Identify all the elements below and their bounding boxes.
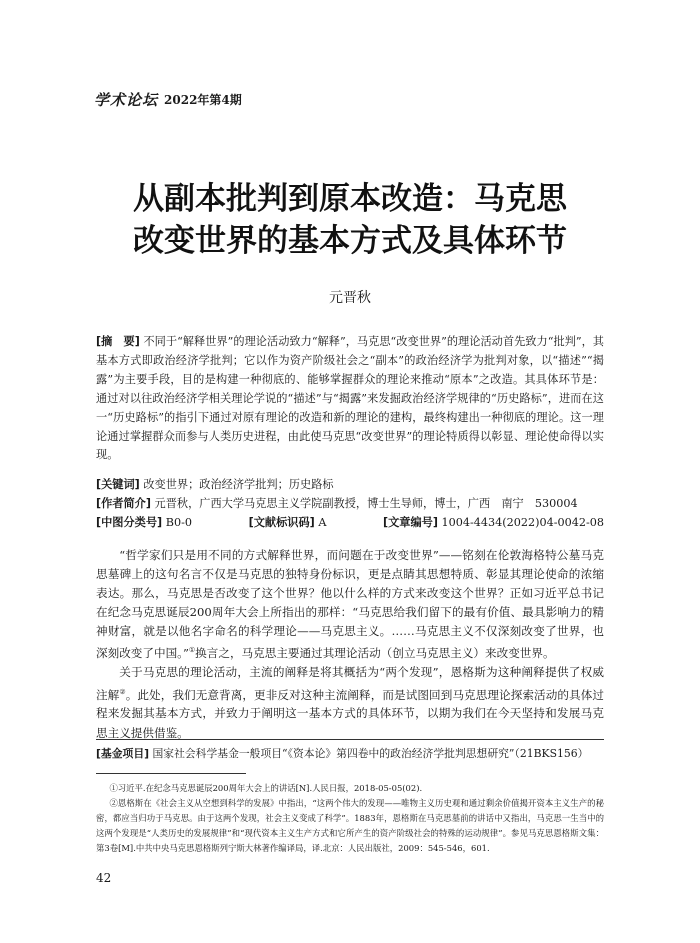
fund-label: [基金项目] bbox=[96, 747, 150, 760]
footnotes bbox=[96, 781, 604, 856]
clc-value: B0-0 bbox=[165, 516, 192, 529]
doc-code bbox=[249, 514, 327, 532]
footnote-ref-1[interactable]: ① bbox=[188, 646, 196, 655]
article-title bbox=[0, 178, 700, 262]
author-name: 元晋秋 bbox=[329, 290, 371, 306]
fund-info bbox=[96, 745, 604, 763]
keywords bbox=[96, 476, 604, 494]
fund-divider bbox=[96, 739, 604, 740]
fund-text: 国家社会科学基金一般项目“《资本论》第四卷中的政治经济学批判思想研究”（21BKS156） bbox=[152, 747, 589, 760]
clc-code bbox=[96, 514, 192, 532]
title-line-2: 改变世界的基本方式及具体环节 bbox=[133, 223, 567, 259]
abstract bbox=[96, 333, 604, 465]
article-code bbox=[383, 514, 604, 532]
abstract-text: 不同于“解释世界”的理论活动致力“解释”，马克思“改变世界”的理论活动首先致力“批判”，其基本方式即政治经济学批判；它以作为资产阶级社会之“副本”的政治经济学为批判对象，以“描述”“揭露”为主要手段，目的是构建一种彻底的、能够掌握群众的理论来推动“原本”之改造。其具体环节是：通过对以往政治经济学相关理论学说的“描述”与“揭露”来发掘政治经济学规律的“历史路标”，进而在这一“历史路标”的指引下通过对原有理论的改造和新的理论的建构，最终构建出一种彻底的理论。这一理论通过掌握群众而参与人类历史进程，由此使马克思“改变世界”的理论特质得以彰显、理论使命得以实现。 bbox=[96, 335, 604, 462]
doc-value: A bbox=[318, 516, 327, 529]
footnote-ref-2[interactable]: ② bbox=[119, 687, 126, 696]
paragraph-2: 关于马克思的理论活动，主流的阐释是将其概括为“两个发现”，恩格斯为这种阐释提供了权威注解 bbox=[96, 665, 604, 702]
abstract-label: [摘 要] bbox=[96, 335, 140, 348]
footnote-2: ②恩格斯在《社会主义从空想到科学的发展》中指出，“这两个伟大的发现——唯物主义历史观和通过剩余价值揭开资本主义生产的秘密，都应当归功于马克思。由于这两个发现，社会主义变成了科学”。1883年，恩格斯在马克思墓前的讲话中又指出，马克思一生当中的这两个发现是“人类历史的发展规律”和“现代资本主义生产方式和它所产生的资产阶级社会的特殊的运动规律”。参见马克思恩格斯文集：第3卷[M].中共中央马克思恩格斯列宁斯大林著作编译局，译.北京：人民出版社，2009：545-546，601. bbox=[96, 798, 604, 854]
footnote-divider bbox=[96, 773, 246, 774]
footnote-1: ①习近平.在纪念马克思诞辰200周年大会上的讲话[N].人民日报，2018-05-05(02). bbox=[109, 783, 423, 793]
author-bio bbox=[96, 495, 604, 513]
classification-row bbox=[96, 514, 604, 532]
issue-number: 2022年第4期 bbox=[164, 92, 242, 107]
page-number: 42 bbox=[96, 871, 112, 885]
paragraph-1-tail: 换言之，马克思主要通过其理论活动（创立马克思主义）来改变世界。 bbox=[195, 646, 555, 661]
keywords-text: 改变世界；政治经济学批判；历史路标 bbox=[143, 478, 334, 491]
body-paragraph bbox=[96, 663, 604, 742]
article-value: 1004-4434(2022)04-0042-08 bbox=[441, 516, 604, 529]
body-paragraph bbox=[96, 546, 604, 663]
article-label: [文章编号] bbox=[383, 516, 438, 529]
body-text bbox=[96, 546, 604, 743]
journal-header bbox=[94, 88, 242, 110]
paragraph-2-tail: 。此处，我们无意背离，更非反对这种主流阐释，而是试图回到马克思理论探索活动的具体过程来发掘其基本方式，并致力于阐明这一基本方式的具体环节，以期为我们在今天坚持和发展马克思主义提供借鉴。 bbox=[96, 687, 604, 740]
paragraph-1: “哲学家们只是用不同的方式解释世界，而问题在于改变世界”——铭刻在伦敦海格特公墓马克思墓碑上的这句名言不仅是马克思的独特身份标识，更是点睛其思想特质、彰显其理论使命的浓缩表达。那么，马克思是否改变了这个世界？他以什么样的方式来改变这个世界？正如习近平总书记在纪念马克思诞辰200周年大会上所指出的那样：“马克思给我们留下的最有价值、最具影响力的精神财富，就是以他名字命名的科学理论——马克思主义。……马克思主义不仅深刻改变了世界，也深刻改变了中国。” bbox=[96, 548, 604, 661]
author-bio-label: [作者简介] bbox=[96, 497, 151, 510]
keywords-label: [关键词] bbox=[96, 478, 140, 491]
clc-label: [中图分类号] bbox=[96, 516, 163, 529]
doc-label: [文献标识码] bbox=[248, 516, 315, 529]
author-bio-text: 元晋秋，广西大学马克思主义学院副教授，博士生导师，博士，广西 南宁 530004 bbox=[154, 497, 578, 510]
title-line-1: 从副本批判到原本改造：马克思 bbox=[133, 181, 567, 217]
journal-logo: 学术论坛 bbox=[94, 90, 159, 109]
